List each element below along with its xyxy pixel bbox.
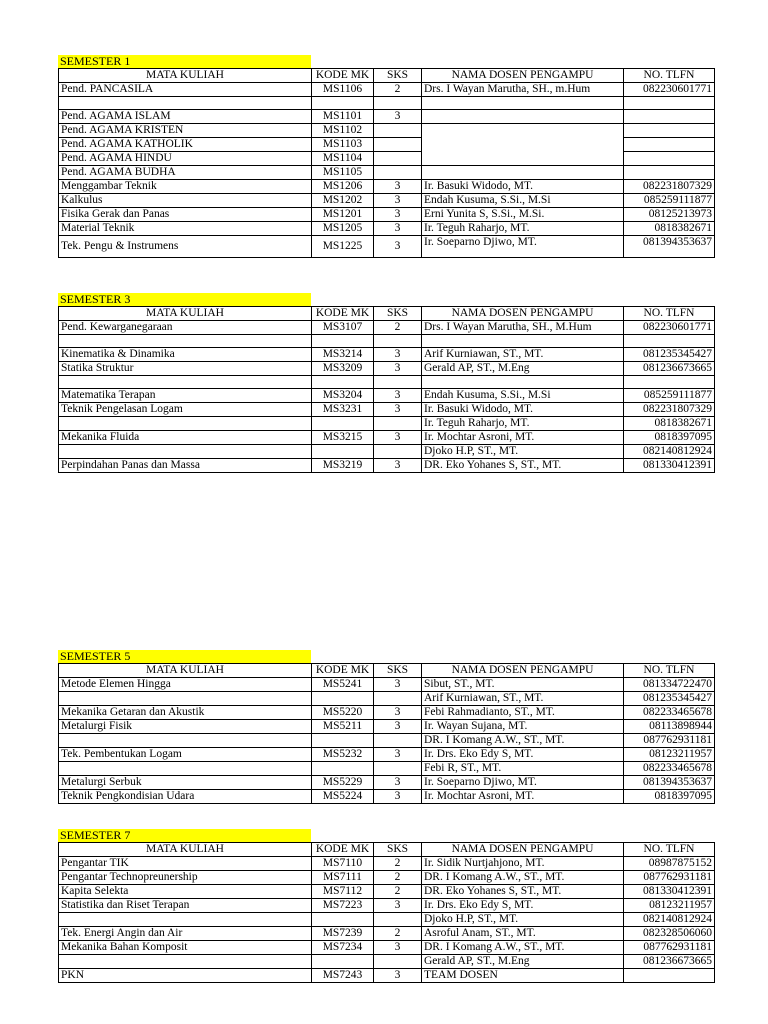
cell-sks xyxy=(374,762,422,776)
cell-tlfn: 082231807329 xyxy=(624,403,715,417)
cell-mata-kuliah xyxy=(59,335,312,348)
cell-dosen xyxy=(422,97,624,110)
cell-tlfn: 081236673665 xyxy=(624,362,715,376)
header-dosen: NAMA DOSEN PENGAMPU xyxy=(422,843,624,857)
cell-sks: 3 xyxy=(374,431,422,445)
table-row xyxy=(59,927,715,941)
semester-1-section xyxy=(58,55,715,258)
cell-tlfn: 082140812924 xyxy=(624,913,715,927)
cell-kode-mk xyxy=(312,762,374,776)
semester-5-label: SEMESTER 5 xyxy=(58,650,311,663)
cell-sks: 3 xyxy=(374,110,422,124)
cell-mata-kuliah xyxy=(59,97,312,110)
header-mata-kuliah: MATA KULIAH xyxy=(59,69,312,83)
table-row xyxy=(59,152,715,166)
cell-dosen: DR. Eko Yohanes S, ST., MT. xyxy=(422,885,624,899)
cell-mata-kuliah xyxy=(59,955,312,969)
cell-sks: 2 xyxy=(374,857,422,871)
cell-mata-kuliah: Pend. AGAMA ISLAM xyxy=(59,110,312,124)
header-sks: SKS xyxy=(374,69,422,83)
cell-mata-kuliah: Pend. AGAMA KRISTEN xyxy=(59,124,312,138)
table-row xyxy=(59,734,715,748)
table-row xyxy=(59,348,715,362)
cell-dosen: Ir. Teguh Raharjo, MT. xyxy=(422,222,624,236)
cell-sks xyxy=(374,166,422,180)
cell-kode-mk: MS5224 xyxy=(312,790,374,804)
cell-tlfn: 081236673665 xyxy=(624,955,715,969)
cell-dosen: Arif Kurniawan, ST., MT. xyxy=(422,692,624,706)
table-row xyxy=(59,720,715,734)
cell-kode-mk: MS3107 xyxy=(312,321,374,335)
table-row xyxy=(59,748,715,762)
table-row xyxy=(59,236,715,258)
header-mata-kuliah: MATA KULIAH xyxy=(59,307,312,321)
cell-sks: 3 xyxy=(374,180,422,194)
cell-tlfn: 0818397095 xyxy=(624,431,715,445)
cell-tlfn xyxy=(624,97,715,110)
cell-dosen xyxy=(422,138,624,152)
cell-tlfn xyxy=(624,969,715,983)
cell-tlfn: 082233465678 xyxy=(624,706,715,720)
cell-tlfn: 082140812924 xyxy=(624,445,715,459)
table-row xyxy=(59,941,715,955)
table-header-row xyxy=(59,843,715,857)
cell-tlfn: 087762931181 xyxy=(624,941,715,955)
cell-kode-mk: MS3231 xyxy=(312,403,374,417)
cell-tlfn: 085259111877 xyxy=(624,194,715,208)
cell-mata-kuliah: Statika Struktur xyxy=(59,362,312,376)
semester-7-section xyxy=(58,829,715,983)
table-row xyxy=(59,885,715,899)
cell-sks: 3 xyxy=(374,720,422,734)
cell-kode-mk xyxy=(312,335,374,348)
header-kode-mk: KODE MK xyxy=(312,69,374,83)
cell-tlfn: 081330412391 xyxy=(624,459,715,473)
cell-mata-kuliah: Perpindahan Panas dan Massa xyxy=(59,459,312,473)
cell-kode-mk: MS7239 xyxy=(312,927,374,941)
semester-3-table xyxy=(58,306,715,473)
cell-mata-kuliah: Pengantar TIK xyxy=(59,857,312,871)
cell-tlfn: 08123211957 xyxy=(624,748,715,762)
header-mata-kuliah: MATA KULIAH xyxy=(59,664,312,678)
cell-mata-kuliah: Teknik Pengkondisian Udara xyxy=(59,790,312,804)
cell-mata-kuliah: Metalurgi Fisik xyxy=(59,720,312,734)
cell-sks: 3 xyxy=(374,776,422,790)
cell-mata-kuliah: Kalkulus xyxy=(59,194,312,208)
table-row xyxy=(59,403,715,417)
cell-kode-mk: MS3219 xyxy=(312,459,374,473)
table-header-row xyxy=(59,307,715,321)
header-dosen: NAMA DOSEN PENGAMPU xyxy=(422,307,624,321)
cell-dosen: Febi Rahmadianto, ST., MT. xyxy=(422,706,624,720)
cell-sks xyxy=(374,445,422,459)
cell-mata-kuliah: Pend. PANCASILA xyxy=(59,83,312,97)
cell-mata-kuliah: Material Teknik xyxy=(59,222,312,236)
cell-sks: 3 xyxy=(374,208,422,222)
cell-kode-mk: MS7243 xyxy=(312,969,374,983)
semester-1-table xyxy=(58,68,715,258)
cell-dosen: Ir. Drs. Eko Edy S, MT. xyxy=(422,899,624,913)
cell-mata-kuliah: Metode Elemen Hingga xyxy=(59,678,312,692)
cell-tlfn: 081235345427 xyxy=(624,692,715,706)
cell-kode-mk: MS7223 xyxy=(312,899,374,913)
cell-dosen: Ir. Basuki Widodo, MT. xyxy=(422,180,624,194)
cell-sks xyxy=(374,97,422,110)
cell-mata-kuliah: Pend. Kewarganegaraan xyxy=(59,321,312,335)
cell-mata-kuliah xyxy=(59,445,312,459)
cell-tlfn: 082231807329 xyxy=(624,180,715,194)
table-row xyxy=(59,762,715,776)
cell-sks xyxy=(374,138,422,152)
table-row xyxy=(59,222,715,236)
cell-tlfn xyxy=(624,110,715,124)
cell-kode-mk: MS7112 xyxy=(312,885,374,899)
header-kode-mk: KODE MK xyxy=(312,664,374,678)
cell-dosen: Ir. Basuki Widodo, MT. xyxy=(422,403,624,417)
cell-tlfn: 0818382671 xyxy=(624,222,715,236)
cell-kode-mk: MS1102 xyxy=(312,124,374,138)
header-sks: SKS xyxy=(374,843,422,857)
cell-mata-kuliah: Kinematika & Dinamika xyxy=(59,348,312,362)
cell-dosen: Djoko H.P, ST., MT. xyxy=(422,913,624,927)
cell-kode-mk xyxy=(312,913,374,927)
table-row xyxy=(59,208,715,222)
table-row xyxy=(59,110,715,124)
cell-kode-mk: MS3209 xyxy=(312,362,374,376)
cell-mata-kuliah xyxy=(59,913,312,927)
cell-tlfn: 08125213973 xyxy=(624,208,715,222)
table-row xyxy=(59,969,715,983)
table-row xyxy=(59,445,715,459)
table-row xyxy=(59,431,715,445)
cell-tlfn: 0818397095 xyxy=(624,790,715,804)
cell-tlfn: 081394353637 xyxy=(624,776,715,790)
cell-dosen: DR. I Komang A.W., ST., MT. xyxy=(422,734,624,748)
cell-sks: 3 xyxy=(374,194,422,208)
cell-kode-mk: MS1101 xyxy=(312,110,374,124)
cell-sks: 3 xyxy=(374,941,422,955)
cell-kode-mk: MS3215 xyxy=(312,431,374,445)
cell-mata-kuliah: Metalurgi Serbuk xyxy=(59,776,312,790)
header-kode-mk: KODE MK xyxy=(312,307,374,321)
cell-dosen xyxy=(422,335,624,348)
cell-mata-kuliah: Pend. AGAMA KATHOLIK xyxy=(59,138,312,152)
cell-tlfn: 082230601771 xyxy=(624,83,715,97)
cell-kode-mk xyxy=(312,376,374,389)
table-header-row xyxy=(59,664,715,678)
header-tlfn: NO. TLFN xyxy=(624,843,715,857)
table-row xyxy=(59,678,715,692)
cell-kode-mk: MS5220 xyxy=(312,706,374,720)
cell-sks: 3 xyxy=(374,459,422,473)
cell-kode-mk xyxy=(312,445,374,459)
cell-tlfn: 081394353637 xyxy=(624,236,715,258)
cell-dosen: DR. I Komang A.W., ST., MT. xyxy=(422,941,624,955)
cell-mata-kuliah: Pend. AGAMA BUDHA xyxy=(59,166,312,180)
cell-kode-mk: MS3214 xyxy=(312,348,374,362)
cell-tlfn: 082328506060 xyxy=(624,927,715,941)
cell-sks: 3 xyxy=(374,706,422,720)
cell-dosen: Arif Kurniawan, ST., MT. xyxy=(422,348,624,362)
cell-dosen: Endah Kusuma, S.Si., M.Si xyxy=(422,194,624,208)
cell-tlfn xyxy=(624,376,715,389)
cell-dosen: Sibut, ST., MT. xyxy=(422,678,624,692)
cell-tlfn: 0818382671 xyxy=(624,417,715,431)
cell-dosen: Drs. I Wayan Marutha, SH., m.Hum xyxy=(422,83,624,97)
cell-kode-mk: MS1106 xyxy=(312,83,374,97)
table-row xyxy=(59,194,715,208)
cell-sks xyxy=(374,955,422,969)
header-tlfn: NO. TLFN xyxy=(624,69,715,83)
table-row xyxy=(59,857,715,871)
cell-mata-kuliah: Menggambar Teknik xyxy=(59,180,312,194)
cell-dosen: Ir. Mochtar Asroni, MT. xyxy=(422,790,624,804)
table-row xyxy=(59,706,715,720)
header-tlfn: NO. TLFN xyxy=(624,664,715,678)
cell-tlfn: 082233465678 xyxy=(624,762,715,776)
cell-dosen: Ir. Drs. Eko Edy S, MT. xyxy=(422,748,624,762)
cell-mata-kuliah: PKN xyxy=(59,969,312,983)
cell-tlfn xyxy=(624,166,715,180)
cell-dosen: TEAM DOSEN xyxy=(422,969,624,983)
header-sks: SKS xyxy=(374,307,422,321)
table-row xyxy=(59,913,715,927)
cell-tlfn: 087762931181 xyxy=(624,734,715,748)
cell-mata-kuliah xyxy=(59,417,312,431)
cell-sks xyxy=(374,692,422,706)
semester-1-label: SEMESTER 1 xyxy=(58,55,311,68)
cell-kode-mk: MS1205 xyxy=(312,222,374,236)
cell-kode-mk xyxy=(312,734,374,748)
cell-sks xyxy=(374,376,422,389)
cell-sks: 2 xyxy=(374,321,422,335)
cell-dosen: Asroful Anam, ST., MT. xyxy=(422,927,624,941)
cell-mata-kuliah xyxy=(59,692,312,706)
cell-sks xyxy=(374,734,422,748)
cell-dosen: Gerald AP, ST., M.Eng xyxy=(422,362,624,376)
cell-tlfn: 081330412391 xyxy=(624,885,715,899)
cell-sks: 3 xyxy=(374,678,422,692)
cell-sks: 3 xyxy=(374,348,422,362)
header-kode-mk: KODE MK xyxy=(312,843,374,857)
header-dosen: NAMA DOSEN PENGAMPU xyxy=(422,69,624,83)
cell-dosen: Ir. Mochtar Asroni, MT. xyxy=(422,431,624,445)
cell-tlfn: 08123211957 xyxy=(624,899,715,913)
cell-dosen: Erni Yunita S, S.Si., M.Si. xyxy=(422,208,624,222)
cell-kode-mk: MS1104 xyxy=(312,152,374,166)
cell-mata-kuliah: Mekanika Fluida xyxy=(59,431,312,445)
cell-sks xyxy=(374,124,422,138)
table-row xyxy=(59,376,715,389)
table-row xyxy=(59,321,715,335)
cell-kode-mk: MS7110 xyxy=(312,857,374,871)
cell-sks xyxy=(374,152,422,166)
cell-mata-kuliah xyxy=(59,376,312,389)
table-row xyxy=(59,417,715,431)
cell-mata-kuliah xyxy=(59,734,312,748)
cell-dosen: DR. I Komang A.W., ST., MT. xyxy=(422,871,624,885)
cell-sks xyxy=(374,417,422,431)
cell-mata-kuliah: Statistika dan Riset Terapan xyxy=(59,899,312,913)
cell-sks: 2 xyxy=(374,885,422,899)
table-row xyxy=(59,899,715,913)
cell-sks xyxy=(374,913,422,927)
cell-sks: 3 xyxy=(374,362,422,376)
cell-mata-kuliah: Tek. Pembentukan Logam xyxy=(59,748,312,762)
cell-dosen: Gerald AP, ST., M.Eng xyxy=(422,955,624,969)
cell-kode-mk: MS3204 xyxy=(312,389,374,403)
semester-7-table xyxy=(58,842,715,983)
cell-dosen: Djoko H.P, ST., MT. xyxy=(422,445,624,459)
cell-dosen: Febi R, ST., MT. xyxy=(422,762,624,776)
cell-mata-kuliah: Pengantar Technopreunership xyxy=(59,871,312,885)
table-row xyxy=(59,335,715,348)
cell-dosen: Ir. Teguh Raharjo, MT. xyxy=(422,417,624,431)
cell-tlfn: 08113898944 xyxy=(624,720,715,734)
cell-dosen: Drs. I Wayan Marutha, SH., M.Hum xyxy=(422,321,624,335)
table-row xyxy=(59,83,715,97)
table-row xyxy=(59,459,715,473)
cell-sks: 3 xyxy=(374,969,422,983)
cell-kode-mk xyxy=(312,955,374,969)
cell-kode-mk: MS1201 xyxy=(312,208,374,222)
cell-mata-kuliah: Mekanika Getaran dan Akustik xyxy=(59,706,312,720)
cell-kode-mk: MS1105 xyxy=(312,166,374,180)
cell-mata-kuliah: Matematika Terapan xyxy=(59,389,312,403)
cell-dosen xyxy=(422,124,624,138)
cell-sks: 3 xyxy=(374,790,422,804)
cell-dosen xyxy=(422,376,624,389)
cell-dosen: Ir. Soeparno Djiwo, MT. xyxy=(422,236,624,258)
cell-tlfn xyxy=(624,124,715,138)
cell-kode-mk: MS7234 xyxy=(312,941,374,955)
cell-kode-mk xyxy=(312,97,374,110)
cell-sks: 2 xyxy=(374,871,422,885)
semester-3-label: SEMESTER 3 xyxy=(58,293,311,306)
table-row xyxy=(59,389,715,403)
cell-dosen xyxy=(422,110,624,124)
cell-tlfn: 085259111877 xyxy=(624,389,715,403)
cell-sks: 3 xyxy=(374,236,422,258)
cell-tlfn: 081235345427 xyxy=(624,348,715,362)
cell-sks: 3 xyxy=(374,389,422,403)
cell-kode-mk: MS7111 xyxy=(312,871,374,885)
cell-sks: 2 xyxy=(374,927,422,941)
cell-tlfn: 087762931181 xyxy=(624,871,715,885)
cell-dosen: Ir. Soeparno Djiwo, MT. xyxy=(422,776,624,790)
cell-sks: 3 xyxy=(374,403,422,417)
cell-kode-mk xyxy=(312,417,374,431)
cell-dosen: DR. Eko Yohanes S, ST., MT. xyxy=(422,459,624,473)
table-row xyxy=(59,692,715,706)
cell-kode-mk: MS1206 xyxy=(312,180,374,194)
table-row xyxy=(59,871,715,885)
cell-dosen: Ir. Wayan Sujana, MT. xyxy=(422,720,624,734)
semester-5-table xyxy=(58,663,715,804)
cell-tlfn xyxy=(624,138,715,152)
cell-tlfn xyxy=(624,335,715,348)
cell-dosen: Ir. Sidik Nurtjahjono, MT. xyxy=(422,857,624,871)
cell-kode-mk: MS1202 xyxy=(312,194,374,208)
cell-dosen: Endah Kusuma, S.Si., M.Si xyxy=(422,389,624,403)
header-mata-kuliah: MATA KULIAH xyxy=(59,843,312,857)
header-dosen: NAMA DOSEN PENGAMPU xyxy=(422,664,624,678)
cell-tlfn: 08987875152 xyxy=(624,857,715,871)
cell-mata-kuliah: Fisika Gerak dan Panas xyxy=(59,208,312,222)
cell-kode-mk: MS1103 xyxy=(312,138,374,152)
semester-3-section xyxy=(58,293,715,473)
header-sks: SKS xyxy=(374,664,422,678)
cell-mata-kuliah: Tek. Energi Angin dan Air xyxy=(59,927,312,941)
table-row xyxy=(59,362,715,376)
cell-kode-mk: MS5229 xyxy=(312,776,374,790)
cell-mata-kuliah: Kapita Selekta xyxy=(59,885,312,899)
cell-kode-mk: MS5211 xyxy=(312,720,374,734)
cell-tlfn: 082230601771 xyxy=(624,321,715,335)
cell-dosen xyxy=(422,166,624,180)
header-tlfn: NO. TLFN xyxy=(624,307,715,321)
table-row xyxy=(59,166,715,180)
semester-5-section xyxy=(58,650,715,804)
cell-sks: 2 xyxy=(374,83,422,97)
cell-kode-mk: MS1225 xyxy=(312,236,374,258)
table-row xyxy=(59,97,715,110)
cell-tlfn xyxy=(624,152,715,166)
table-row xyxy=(59,124,715,138)
cell-sks: 3 xyxy=(374,748,422,762)
semester-7-label: SEMESTER 7 xyxy=(58,829,311,842)
cell-sks xyxy=(374,335,422,348)
cell-mata-kuliah xyxy=(59,762,312,776)
table-row xyxy=(59,790,715,804)
table-header-row xyxy=(59,69,715,83)
cell-tlfn: 081334722470 xyxy=(624,678,715,692)
table-row xyxy=(59,180,715,194)
cell-dosen xyxy=(422,152,624,166)
table-row xyxy=(59,776,715,790)
cell-kode-mk: MS5241 xyxy=(312,678,374,692)
cell-kode-mk: MS5232 xyxy=(312,748,374,762)
cell-kode-mk xyxy=(312,692,374,706)
cell-mata-kuliah: Teknik Pengelasan Logam xyxy=(59,403,312,417)
cell-sks: 3 xyxy=(374,222,422,236)
cell-mata-kuliah: Tek. Pengu & Instrumens xyxy=(59,236,312,258)
cell-sks: 3 xyxy=(374,899,422,913)
table-row xyxy=(59,138,715,152)
table-row xyxy=(59,955,715,969)
cell-mata-kuliah: Mekanika Bahan Komposit xyxy=(59,941,312,955)
cell-mata-kuliah: Pend. AGAMA HINDU xyxy=(59,152,312,166)
